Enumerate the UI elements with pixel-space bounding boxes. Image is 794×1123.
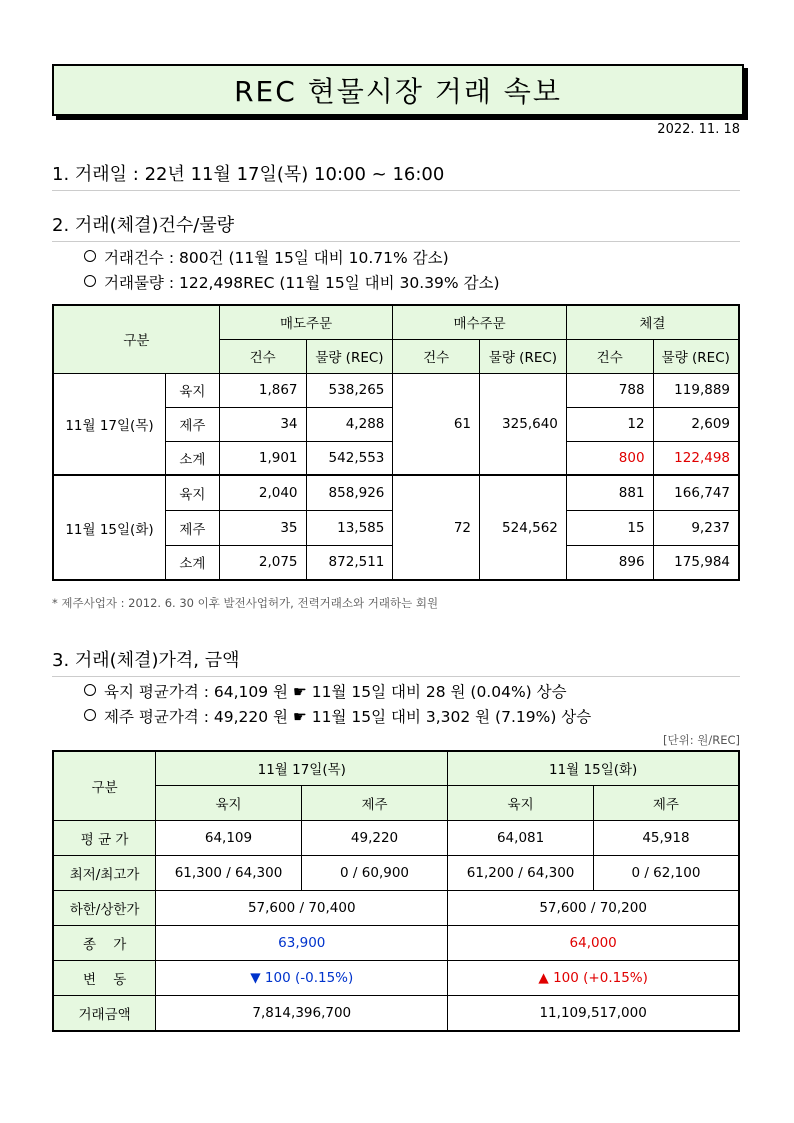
header-volume: 물량 (REC) <box>480 339 567 373</box>
header-buy-order: 매수주문 <box>393 305 567 339</box>
price-table: 구분 11월 17일(목) 11월 15일(화) 육지 제주 육지 제주 평 균 가 64,109 49,220 64,081 45,918 최저/최고가 61,300 / 64,300 0 / 60,900 61,200 / 64,300 0 / 62,100 하한/상한가 57,600 / 70,400 57,600 / 70,200 종 가 63,900 64,000 변 동 ▼ 100 (-0.15%) ▲ 100 (+0.15%) 거래금액 7,814,396,700 11,109,517,000 <box>52 750 740 1032</box>
table-row: 제주 34 4,288 12 2,609 <box>53 407 739 441</box>
table-row: 소계 2,075 872,511 896 175,984 <box>53 545 739 580</box>
table-row: 11월 15일(화) 육지 2,040 858,926 72 524,562 881 166,747 <box>53 475 739 510</box>
report-date: 2022. 11. 18 <box>657 122 740 137</box>
volume-table <box>52 304 740 581</box>
table-row: 하한/상한가 57,600 / 70,400 57,600 / 70,200 <box>53 890 739 925</box>
unit-label: [단위: 원/REC] <box>663 733 740 747</box>
bullet-land-price: 육지 평균가격 : 64,109 원 ☛ 11월 15일 대비 28 원 (0.04%) 상승 <box>84 680 567 702</box>
header-gubun: 구분 <box>53 751 156 820</box>
page-title: REC 현물시장 거래 속보 <box>52 64 744 116</box>
table-row: 변 동 ▼ 100 (-0.15%) ▲ 100 (+0.15%) <box>53 960 739 995</box>
bullet-volume: 거래물량 : 122,498REC (11월 15일 대비 30.39% 감소) <box>84 271 500 293</box>
header-count: 건수 <box>566 339 653 373</box>
section-price-amount: 3. 거래(체결)가격, 금액 <box>52 646 740 677</box>
table-row: 평 균 가 64,109 49,220 64,081 45,918 <box>53 820 739 855</box>
table-row: 11월 17일(목) 육지 1,867 538,265 61 325,640 788 119,889 <box>53 373 739 407</box>
section-trade-date: 1. 거래일 : 22년 11월 17일(목) 10:00 ~ 16:00 <box>52 160 740 191</box>
header-date-2: 11월 15일(화) <box>448 751 739 785</box>
header-gubun: 구분 <box>53 305 219 373</box>
circle-bullet-icon <box>84 709 96 721</box>
footnote: * 제주사업자 : 2012. 6. 30 이후 발전사업허가, 전력거래소와 거래하는 회원 <box>52 596 439 610</box>
circle-bullet-icon <box>84 684 96 696</box>
table-row: 제주 35 13,585 15 9,237 <box>53 510 739 545</box>
header-date-1: 11월 17일(목) <box>156 751 448 785</box>
table-row: 종 가 63,900 64,000 <box>53 925 739 960</box>
header-volume: 물량 (REC) <box>306 339 393 373</box>
header-volume: 물량 (REC) <box>653 339 739 373</box>
header-count: 건수 <box>219 339 306 373</box>
header-count: 건수 <box>393 339 480 373</box>
bullet-count: 거래건수 : 800건 (11월 15일 대비 10.71% 감소) <box>84 246 449 268</box>
table-row: 거래금액 7,814,396,700 11,109,517,000 <box>53 995 739 1031</box>
table-row: 소계 1,901 542,553 800 122,498 <box>53 441 739 475</box>
table-row: 최저/최고가 61,300 / 64,300 0 / 60,900 61,200 / 64,300 0 / 62,100 <box>53 855 739 890</box>
group-date: 11월 15일(화) <box>53 475 165 580</box>
header-sell-order: 매도주문 <box>219 305 393 339</box>
header-deal: 체결 <box>566 305 739 339</box>
circle-bullet-icon <box>84 250 96 262</box>
circle-bullet-icon <box>84 275 96 287</box>
group-date: 11월 17일(목) <box>53 373 165 475</box>
section-count-volume: 2. 거래(체결)건수/물량 <box>52 211 740 242</box>
bullet-jeju-price: 제주 평균가격 : 49,220 원 ☛ 11월 15일 대비 3,302 원 (7.19%) 상승 <box>84 705 591 727</box>
